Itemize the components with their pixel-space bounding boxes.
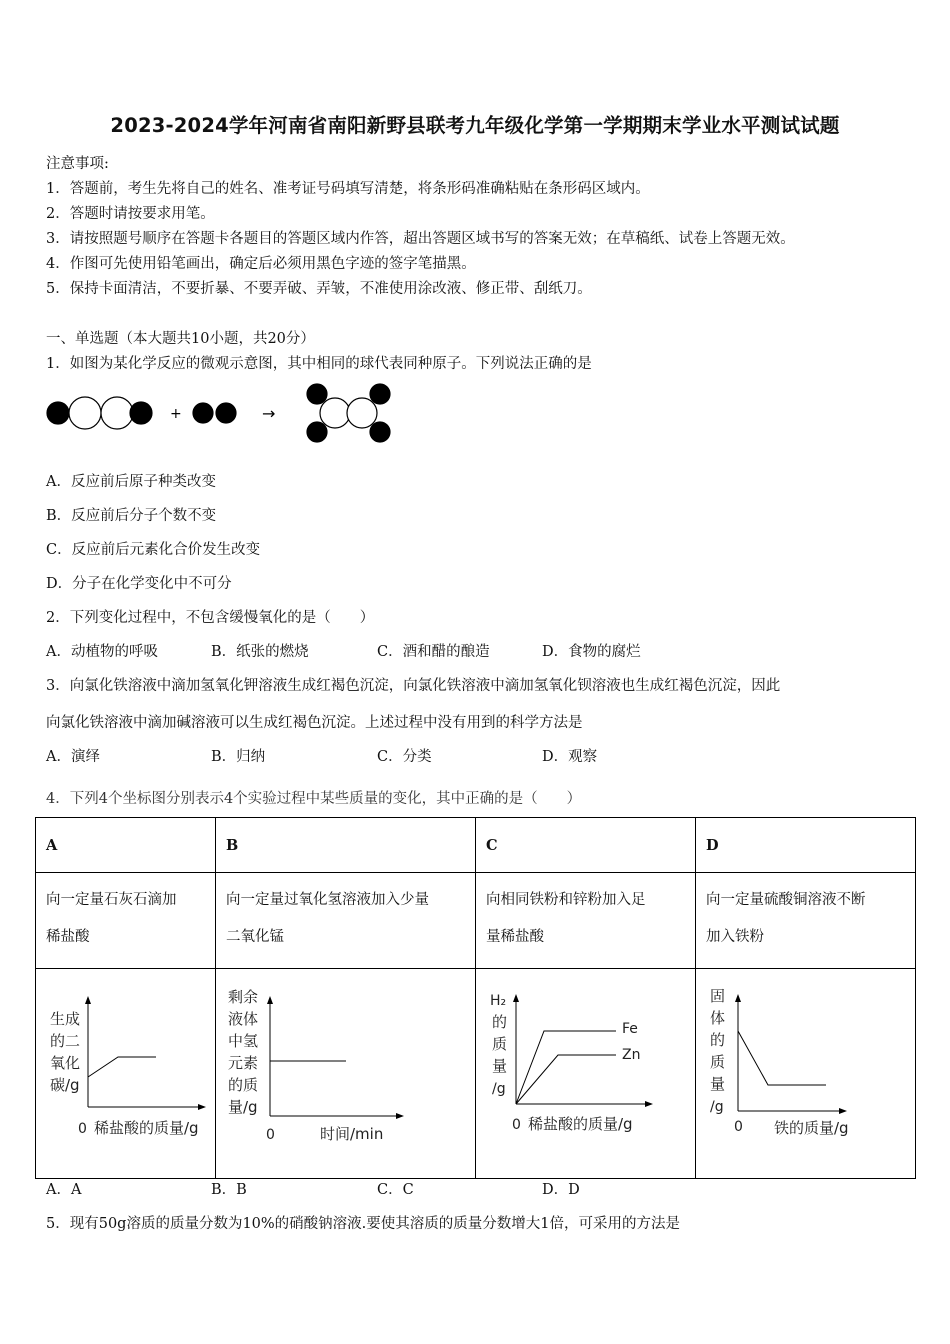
x-label-a: 稀盐酸的质量/g — [94, 1119, 199, 1137]
y-label-b-3: 中氢 — [228, 1032, 259, 1050]
notice-item-1: 1．答题前，考生先将自己的姓名、准考证号码填写清楚，将条形码准确粘贴在条形码区域内。 — [46, 181, 650, 197]
q2-option-c[interactable]: C．酒和醋的酿造 — [377, 644, 490, 660]
x-label-d: 铁的质量/g — [774, 1119, 849, 1137]
y-label-a-3: 氧化 — [50, 1054, 81, 1072]
plus-sign: + — [170, 406, 182, 422]
col-desc-b: 向一定量过氧化氢溶液加入少量 二氧化锰 — [216, 873, 476, 969]
y-label-d-2: 体 — [710, 1009, 726, 1027]
page-title: 2023-2024学年河南省南阳新野县联考九年级化学第一学期期末学业水平测试试题 — [110, 114, 840, 137]
y-label-b-5: 的质 — [228, 1076, 259, 1094]
origin-d: 0 — [734, 1119, 743, 1135]
y-label-c-5: /g — [492, 1081, 506, 1097]
notice-heading: 注意事项: — [46, 156, 109, 172]
notice-item-2: 2．答题时请按要求用笔。 — [46, 206, 215, 222]
q2-option-d[interactable]: D．食物的腐烂 — [542, 644, 641, 660]
q2-option-a[interactable]: A．动植物的呼吸 — [46, 644, 158, 660]
y-label-d-1: 固 — [710, 987, 726, 1005]
notice-item-4: 4．作图可先使用铅笔画出，确定后必须用黑色字迹的签字笔描黑。 — [46, 256, 476, 272]
y-label-d-3: 的 — [710, 1031, 726, 1049]
graph-a — [36, 969, 216, 1174]
origin-a: 0 — [78, 1121, 87, 1137]
origin-b: 0 — [266, 1127, 275, 1143]
notice-item-3: 3．请按照题号顺序在答题卡各题目的答题区域内作答，超出答题区域书写的答案无效；在草稿纸、试卷上答题无效。 — [46, 231, 795, 247]
q4-option-d[interactable]: D．D — [542, 1182, 580, 1198]
q3-option-d[interactable]: D．观察 — [542, 749, 598, 765]
q4-stem: 4．下列4个坐标图分别表示4个实验过程中某些质量的变化，其中正确的是（ ） — [46, 791, 582, 807]
q3-option-a[interactable]: A．演绎 — [46, 749, 100, 765]
y-label-b-1: 剩余 — [228, 988, 259, 1006]
curve-fe — [516, 1031, 616, 1104]
q4-option-a[interactable]: A．A — [46, 1182, 82, 1198]
q1-stem: 1．如图为某化学反应的微观示意图，其中相同的球代表同种原子。下列说法正确的是 — [46, 356, 592, 372]
col-desc-a: 向一定量石灰石滴加 稀盐酸 — [36, 873, 216, 969]
col-label-c: C — [476, 818, 696, 873]
q3-stem-line-2: 向氯化铁溶液中滴加碱溶液可以生成红褐色沉淀。上述过程中没有用到的科学方法是 — [46, 715, 583, 731]
series-label-fe: Fe — [622, 1021, 638, 1037]
col-desc-c: 向相同铁粉和锌粉加入足 量稀盐酸 — [476, 873, 696, 969]
y-label-a-4: 碳/g — [50, 1076, 80, 1094]
origin-c: 0 — [512, 1117, 521, 1133]
y-label-b-4: 元素 — [228, 1054, 259, 1072]
y-label-c-2: 的 — [492, 1013, 508, 1031]
q2-stem: 2．下列变化过程中，不包含缓慢氧化的是（ ） — [46, 610, 375, 626]
x-label-b: 时间/min — [320, 1125, 384, 1143]
graph-cell-a — [36, 969, 216, 1179]
y-label-a-1: 生成 — [50, 1010, 81, 1028]
reactant-molecule-1 — [47, 397, 152, 429]
q4-option-b[interactable]: B．B — [211, 1182, 247, 1198]
q1-option-b[interactable]: B．反应前后分子个数不变 — [46, 508, 217, 524]
graph-cell-b — [216, 969, 476, 1179]
y-label-b-2: 液体 — [228, 1010, 259, 1028]
y-label-d-5: 量 — [710, 1075, 726, 1093]
q5-stem: 5．现有50g溶质的质量分数为10%的硝酸钠溶液.要使其溶质的质量分数增大1倍，可采用的方法是 — [46, 1216, 681, 1232]
col-label-b: B — [216, 818, 476, 873]
graph-b — [216, 969, 476, 1174]
y-label-c-3: 质 — [492, 1035, 508, 1053]
y-label-b-6: 量/g — [228, 1098, 258, 1116]
col-label-d: D — [696, 818, 916, 873]
q1-option-a[interactable]: A．反应前后原子种类改变 — [46, 474, 216, 490]
q1-option-c[interactable]: C．反应前后元素化合价发生改变 — [46, 542, 261, 558]
col-desc-d: 向一定量硫酸铜溶液不断 加入铁粉 — [696, 873, 916, 969]
q3-option-c[interactable]: C．分类 — [377, 749, 432, 765]
reactant-molecule-2 — [193, 403, 236, 423]
q4-table — [35, 817, 916, 1179]
y-label-c-4: 量 — [492, 1057, 508, 1075]
q3-stem-line-1: 3．向氯化铁溶液中滴加氢氧化钾溶液生成红褐色沉淀，向氯化铁溶液中滴加氢氧化钡溶液也生成红褐色沉淀，因此 — [46, 678, 781, 694]
curve-zn — [516, 1055, 616, 1104]
q1-molecule-diagram — [40, 378, 410, 450]
q3-option-b[interactable]: B．归纳 — [211, 749, 266, 765]
notice-item-5: 5．保持卡面清洁，不要折暴、不要弄破、弄皱，不准使用涂改液、修正带、刮纸刀。 — [46, 281, 592, 297]
curve-d — [738, 1031, 826, 1085]
graph-c — [476, 969, 696, 1174]
reaction-arrow: → — [262, 404, 276, 423]
q4-option-c[interactable]: C．C — [377, 1182, 414, 1198]
graph-cell-d — [696, 969, 916, 1179]
q2-option-b[interactable]: B．纸张的燃烧 — [211, 644, 309, 660]
section-heading: 一、单选题（本大题共10小题，共20分） — [46, 331, 315, 347]
graph-cell-c — [476, 969, 696, 1179]
y-label-d-6: /g — [710, 1099, 724, 1115]
product-molecule — [307, 384, 390, 442]
series-label-zn: Zn — [622, 1047, 641, 1063]
y-label-d-4: 质 — [710, 1053, 726, 1071]
col-label-a: A — [36, 818, 216, 873]
q1-option-d[interactable]: D．分子在化学变化中不可分 — [46, 576, 232, 592]
curve-a — [88, 1057, 156, 1077]
graph-d — [696, 969, 916, 1174]
y-label-a-2: 的二 — [50, 1032, 81, 1050]
y-label-c-1: H₂ — [490, 993, 507, 1009]
x-label-c: 稀盐酸的质量/g — [528, 1115, 633, 1133]
